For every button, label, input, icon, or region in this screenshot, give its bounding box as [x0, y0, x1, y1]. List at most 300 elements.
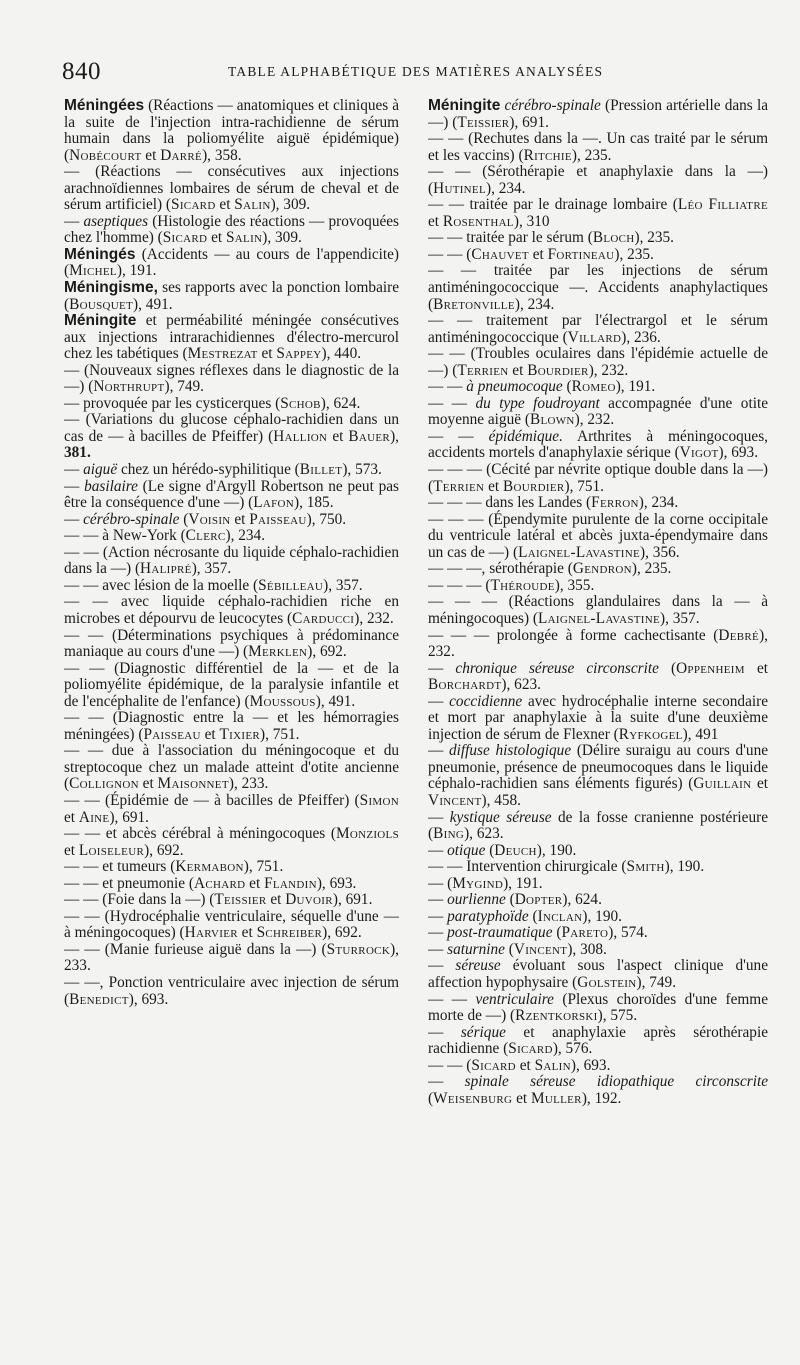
author-name: Halipré	[140, 560, 192, 578]
index-entry	[428, 942, 768, 959]
author-name: Teissier	[457, 113, 510, 131]
index-entry	[428, 810, 768, 843]
entry-text: —	[64, 510, 84, 528]
entry-text: et	[237, 924, 257, 942]
entry-text: ), 692.	[307, 643, 347, 661]
index-entry	[428, 594, 768, 627]
entry-text: ), 692.	[144, 841, 184, 859]
entry-text: et	[484, 477, 503, 495]
entry-text: — — avec lésion de la moelle (	[64, 576, 259, 594]
entry-text: (	[658, 659, 677, 677]
entry-text: aseptiques	[83, 212, 149, 230]
entry-text: — (Nouveaux signes réflexes dans le diagnostic de la —) (	[64, 361, 399, 396]
entry-text: — — avec liquide céphalo-rachidien riche en microbes et dépourvu de leucocytes (	[64, 593, 399, 627]
index-entry	[64, 412, 399, 462]
author-name: Collignon	[69, 775, 139, 793]
entry-text: et	[257, 345, 277, 363]
author-name: Golstein	[577, 973, 637, 991]
index-entry	[428, 1025, 768, 1058]
author-name: Laignel-Lavastine	[518, 543, 641, 561]
entry-text: —	[428, 841, 448, 859]
entry-text: et	[141, 146, 161, 164]
author-name: Guillain	[693, 775, 752, 793]
author-name: Laignel-Lavastine	[538, 609, 661, 627]
author-name: Sicard	[162, 229, 208, 247]
entry-text: (Accidents — au cours de l'appendicite) (	[64, 245, 399, 280]
entry-text: — — traitée par le drainage lombaire (	[428, 196, 678, 214]
entry-text: ), 235.	[614, 245, 654, 263]
author-name: Darré	[160, 146, 203, 164]
index-entry	[428, 230, 768, 247]
index-entry	[64, 892, 399, 909]
entry-text: — — (	[428, 1056, 472, 1074]
index-entry	[428, 462, 768, 495]
index-entry	[64, 710, 399, 743]
entry-text: (Réactions — anatomiques et cliniques à la suite de l'injection intra-rachidienne de sérum humain dans la poliomyélite aiguë épidémique) (	[64, 98, 399, 164]
author-name: Simon	[359, 791, 399, 809]
author-name: Salin	[234, 196, 271, 214]
entry-text: 381.	[64, 444, 91, 462]
author-name: Dopter	[514, 891, 563, 909]
entry-text: ), 357.	[660, 609, 700, 627]
index-entry	[64, 313, 399, 363]
entry-text: ), 192.	[581, 1089, 622, 1107]
entry-text: —	[64, 212, 84, 230]
author-name: Léo Filliatre	[677, 196, 768, 214]
entry-text: ), 624.	[320, 394, 361, 412]
entry-text: et	[215, 196, 235, 214]
entry-text: ), 693.	[570, 1056, 611, 1074]
entry-text: et	[207, 229, 226, 247]
entry-text: — —	[428, 394, 476, 412]
index-entry	[64, 98, 399, 164]
entry-text: ), 751.	[259, 725, 300, 743]
entry-text: — provoquée par les cysticerques (	[64, 394, 281, 412]
author-name: Salin	[226, 229, 263, 247]
entry-text: ), 623.	[464, 825, 504, 843]
entry-text: évoluant sous l'aspect clinique d'une affection hypophysaire (	[428, 957, 768, 991]
index-entry	[428, 661, 768, 694]
entry-text: (	[552, 924, 562, 942]
index-entry	[64, 247, 399, 280]
author-name: Duvoir	[285, 891, 333, 909]
entry-text: et	[327, 427, 349, 445]
entry-text: ), 191.	[503, 874, 543, 892]
index-entry	[64, 743, 399, 793]
entry-text: ), 356.	[640, 543, 680, 561]
entry-text: — —, Ponction ventriculaire avec injection de sérum (	[64, 973, 399, 1008]
running-title: TABLE ALPHABÉTIQUE DES MATIÈRES ANALYSÉES	[228, 64, 604, 79]
entry-text: — (	[428, 874, 453, 892]
entry-text: ), 623.	[501, 676, 541, 694]
entry-text: et	[138, 775, 158, 793]
entry-text: (Délire suraigu au cours d'une pneumonie, présence de pneumocoques dans le liquide céphalo-rachidien sans éléments figurés) (	[428, 742, 768, 793]
entry-text: ), 691.	[509, 113, 549, 131]
entry-text: —	[428, 924, 448, 942]
entry-text: (Plexus choroïdes d'une femme morte de —) (	[428, 990, 768, 1025]
author-name: Théroude	[490, 576, 555, 594]
entry-text: et perméabilité méningée consécutives aux injections intrarachidiennes d'électro-mercurol chez les tabétiques (	[64, 312, 399, 363]
entry-text: — — — (Épendymite purulente de la corne occipitale du ventricule latéral et abcès juxta-épendymaire dans un cas de —) (	[428, 510, 768, 561]
index-entry	[428, 313, 768, 346]
entry-text: (Pression artérielle dans la —) (	[428, 98, 768, 131]
entry-text: ), 576.	[552, 1040, 593, 1058]
entry-text: — — traitée par le sérum (	[428, 229, 593, 247]
index-entry	[428, 263, 768, 313]
entry-text: ), 440.	[321, 345, 362, 363]
entry-text: ), 232.	[354, 609, 394, 627]
author-name: Bourdier	[527, 361, 589, 379]
author-name: Kermabon	[175, 858, 244, 876]
author-name: Sicard	[508, 1040, 553, 1058]
entry-text: — — Intervention chirurgicale (	[428, 858, 627, 876]
author-name: Hutinel	[433, 179, 486, 197]
author-name: Sicard	[471, 1056, 516, 1074]
author-name: Ryfkogel	[618, 725, 683, 743]
entry-text: otique	[447, 841, 486, 859]
entry-text: et	[64, 841, 79, 859]
entry-text: ), 355.	[554, 576, 595, 594]
entry-text: (Le signe d'Argyll Robertson ne peut pas être la conséquence d'une —) (	[64, 477, 399, 512]
author-name: Sébilleau	[258, 576, 324, 594]
entry-text: ), 691.	[109, 808, 149, 826]
entry-headword: Méningées	[64, 98, 145, 114]
index-entry	[64, 876, 399, 893]
page-number: 840	[62, 58, 101, 85]
index-entry	[428, 164, 768, 197]
author-name: Villard	[567, 328, 622, 346]
entry-text: — — (Sérothérapie et anaphylaxie dans la —) (	[428, 163, 768, 197]
entry-text: ), 573.	[342, 461, 382, 479]
author-name: Benedict	[69, 990, 129, 1008]
entry-text: accompagnée d'une otite moyenne aiguë (	[428, 394, 768, 429]
author-name: Pareto	[561, 924, 609, 942]
entry-text: — — due à l'association du méningocoque et du streptocoque chez un malade atteint d'otite ancienne (	[64, 742, 399, 793]
entry-text: chronique séreuse circonscrite	[455, 659, 659, 677]
entry-text: Arthrites à méningocoques, accidents mortels d'anaphylaxie sérique (	[428, 427, 768, 462]
entry-text: — — — dans les Landes (	[428, 494, 592, 512]
entry-text: —	[428, 659, 456, 677]
index-entry	[64, 462, 399, 479]
entry-text: (	[505, 891, 515, 909]
entry-text: basilaire	[84, 477, 138, 495]
author-name: Flandin	[264, 874, 317, 892]
entry-text: (	[504, 940, 514, 958]
author-name: Maisonnet	[157, 775, 229, 793]
author-name: Moussous	[249, 692, 316, 710]
entry-text: — — (Diagnostic différentiel de la — et de la poliomyélite épidémique, de la paralysie infantile et de l'encéphalite de l'enfance) (	[64, 659, 399, 710]
entry-text: ), 692.	[322, 924, 362, 942]
author-name: Muller	[530, 1089, 582, 1107]
entry-text: et	[515, 1056, 535, 1074]
index-entry	[428, 876, 768, 893]
index-entry	[64, 545, 399, 578]
index-entry	[428, 694, 768, 744]
entry-text: —	[428, 891, 448, 909]
entry-text: —	[428, 907, 448, 925]
author-name: Lafon	[253, 494, 294, 512]
author-name: Bourdier	[502, 477, 565, 495]
entry-text: et	[266, 891, 286, 909]
entry-text: — — — (Cécité par névrite optique double dans la —) (	[428, 461, 768, 495]
entry-text: — — (Foie dans la —) (	[64, 891, 215, 909]
author-name: Rzentkorski	[515, 1007, 598, 1025]
index-entry	[64, 661, 399, 711]
entry-text: ), 190.	[582, 907, 622, 925]
entry-text: ), 575.	[597, 1007, 638, 1025]
index-entry	[428, 1074, 768, 1107]
entry-text: —	[64, 477, 85, 495]
entry-text: ourlienne	[447, 891, 506, 909]
entry-text: — — (Manie furieuse aiguë dans la —) (	[64, 940, 327, 958]
entry-text: ), 234.	[485, 179, 526, 197]
entry-text: ),	[390, 427, 399, 445]
index-entry	[428, 396, 768, 429]
entry-text: ), 233.	[228, 775, 269, 793]
index-entry	[64, 942, 399, 975]
author-name: Hallion	[273, 427, 328, 445]
author-name: Schreiber	[256, 924, 323, 942]
index-entry	[428, 197, 768, 230]
author-name: Salin	[534, 1056, 571, 1074]
entry-text: —	[428, 742, 449, 760]
entry-text: ), 310	[513, 212, 550, 230]
entry-text: et	[64, 808, 79, 826]
entry-text: ), 309.	[262, 229, 302, 247]
entry-text: ), 491.	[315, 692, 356, 710]
index-entry	[428, 578, 768, 595]
entry-headword: Méningés	[64, 245, 136, 263]
entry-text: ), 308.	[567, 940, 607, 958]
entry-text: et	[230, 510, 250, 528]
entry-text: — — — prolongée à forme cachectisante (	[428, 626, 719, 644]
entry-headword: Méningite	[64, 312, 137, 330]
entry-text: — — à New-York (	[64, 527, 186, 545]
entry-text: ), 235.	[571, 146, 612, 164]
entry-text: ), 357.	[191, 560, 232, 578]
author-name: Deuch	[494, 841, 537, 859]
author-name: Bretonville	[433, 295, 515, 313]
entry-text: ), 751.	[564, 477, 604, 495]
entry-text: et	[528, 245, 548, 263]
author-name: Clerc	[185, 527, 226, 545]
author-name: Terrien	[433, 477, 485, 495]
index-entry	[428, 247, 768, 264]
index-entry	[428, 958, 768, 991]
author-name: Paisseau	[249, 510, 307, 528]
author-name: Billet	[299, 461, 343, 479]
entry-text: —	[428, 957, 456, 975]
author-name: Blown	[529, 411, 575, 429]
index-entry	[428, 98, 768, 131]
index-entry	[64, 214, 399, 247]
author-name: Schob	[280, 394, 321, 412]
index-entry	[64, 512, 399, 529]
author-name: Fortineau	[547, 245, 615, 263]
entry-text: ), 491	[682, 725, 719, 743]
author-name: Mygind	[452, 874, 504, 892]
entry-text: — — traitement par l'électrargol et le sérum antiméningococcique (	[428, 312, 768, 346]
author-name: Inclan	[537, 907, 583, 925]
entry-text: du type foudroyant	[475, 394, 600, 412]
author-name: Gendron	[572, 560, 632, 578]
index-entry	[64, 975, 399, 1008]
author-name: Oppenheim	[676, 659, 745, 677]
entry-text: ), 693.	[718, 444, 759, 462]
entry-text: post-traumatique	[447, 924, 553, 942]
index-entry	[428, 909, 768, 926]
entry-text: ), 693.	[316, 874, 357, 892]
entry-text: —	[428, 692, 450, 710]
entry-text: cérébro-spinale	[83, 510, 180, 528]
entry-text: — — (	[428, 245, 472, 263]
index-entry	[428, 628, 768, 661]
author-name: Aine	[78, 808, 110, 826]
author-name: Sappey	[276, 345, 322, 363]
entry-text: ventriculaire	[475, 990, 554, 1008]
entry-text: ), 234.	[514, 295, 555, 313]
index-entry	[428, 1058, 768, 1075]
entry-text: — — (Déterminations psychiques à prédominance maniaque au cours d'une —) (	[64, 626, 399, 661]
author-name: Voisin	[188, 510, 231, 528]
index-entry	[64, 280, 399, 313]
author-name: Ferron	[591, 494, 639, 512]
entry-text: et anaphylaxie après sérothérapie rachidienne (	[428, 1023, 768, 1058]
entry-text: ), 236.	[621, 328, 661, 346]
entry-text: — — (Troubles oculaires dans l'épidémie actuelle de —) (	[428, 345, 768, 379]
author-name: Harvier	[184, 924, 238, 942]
index-entry	[64, 793, 399, 826]
entry-text: — — — (Réactions glandulaires dans la — à méningocoques) (	[428, 593, 768, 627]
entry-text: ses rapports avec la ponction lombaire (	[64, 279, 399, 313]
index-entry	[428, 346, 768, 379]
entry-text: — — et abcès cérébral à méningocoques (	[64, 825, 336, 843]
author-name: Bloch	[592, 229, 635, 247]
entry-text: (	[562, 378, 572, 396]
author-name: Bing	[433, 825, 465, 843]
entry-text: et	[512, 1089, 531, 1107]
index-entry	[64, 628, 399, 661]
author-name: Tixier	[219, 725, 260, 743]
entry-text: — (Réactions — consécutives aux injections arachnoïdiennes lombaires de sérum de cheval et de sérum artificiel) (	[64, 163, 399, 214]
entry-text: — — et pneumonie (	[64, 874, 194, 892]
author-name: Bousquet	[69, 295, 134, 313]
entry-text: ), 458.	[481, 791, 521, 809]
entry-text: — — — (	[428, 576, 491, 594]
index-entry	[64, 164, 399, 214]
entry-text: —	[64, 461, 84, 479]
entry-text: (Histologie des réactions — provoquées chez l'homme) (	[64, 212, 399, 247]
entry-text: et	[245, 874, 265, 892]
author-name: Terrien	[457, 361, 509, 379]
entry-text: (	[485, 841, 495, 859]
entry-text: — — (Diagnostic entre la — et les hémorragies méningées) (	[64, 709, 399, 743]
index-entry	[428, 131, 768, 164]
author-name: Merklen	[248, 643, 308, 661]
index-entry	[64, 826, 399, 859]
entry-text: — — (Épidémie de — à bacilles de Pfeiffer) (	[64, 791, 360, 809]
entry-text: — — traitée par les injections de sérum antiméningococcique —. Accidents anaphylactiques (	[428, 262, 768, 313]
entry-text: — — (Rechutes dans la —. Un cas traité par le sérum et les vaccins) (	[428, 130, 768, 164]
entry-headword: Méningisme,	[64, 279, 158, 297]
entry-text: ), 749.	[636, 973, 677, 991]
entry-text: ), 232.	[428, 626, 768, 661]
index-entry	[428, 495, 768, 512]
entry-text: kystique séreuse	[449, 808, 552, 826]
index-entry	[428, 379, 768, 396]
author-name: Vigot	[679, 444, 719, 462]
entry-text: — (Variations du glucose céphalo-rachidien dans un cas de — à bacilles de Pfeiffer) (	[64, 411, 399, 445]
index-entry	[428, 512, 768, 562]
entry-text: ), 309.	[270, 196, 311, 214]
entry-text: et	[744, 659, 768, 677]
entry-text: (	[179, 510, 189, 528]
index-entry	[428, 743, 768, 809]
index-entry	[428, 429, 768, 462]
entry-text: de la fosse cranienne postérieure (	[428, 808, 768, 843]
author-name: Carducci	[292, 609, 355, 627]
entry-text: ), 232.	[588, 361, 629, 379]
index-entry	[428, 992, 768, 1025]
author-name: Romeo	[571, 378, 616, 396]
entry-text: — — (Hydrocéphalie ventriculaire, séquelle d'une — à méningocoques) (	[64, 907, 399, 942]
entry-headword: Méningite	[428, 98, 501, 114]
entry-text: — —	[428, 427, 489, 445]
entry-text: saturnine	[447, 940, 505, 958]
entry-text: —	[428, 940, 448, 958]
entry-text: — — et tumeurs (	[64, 858, 176, 876]
index-entry	[64, 909, 399, 942]
author-name: Smith	[626, 858, 665, 876]
entry-text: ), 191.	[615, 378, 656, 396]
entry-text: épidémique.	[488, 427, 563, 445]
index-entry	[428, 859, 768, 876]
entry-text: ), 624.	[562, 891, 602, 909]
entry-text: à pneumocoque	[466, 378, 563, 396]
entry-text: —	[428, 1023, 461, 1041]
author-name: Debré	[718, 626, 760, 644]
author-name: Nobécourt	[69, 146, 142, 164]
author-name: Sicard	[171, 196, 216, 214]
entry-text: (	[428, 1089, 434, 1107]
entry-text: et	[751, 775, 768, 793]
entry-text: ), 358.	[202, 146, 242, 164]
author-name: Achard	[194, 874, 246, 892]
index-entry	[64, 528, 399, 545]
index-column-right	[428, 98, 768, 1338]
entry-text: (	[528, 907, 538, 925]
index-entry	[428, 843, 768, 860]
entry-text: —	[428, 808, 450, 826]
entry-text: ), 749.	[164, 378, 204, 396]
entry-text: ), 357.	[323, 576, 363, 594]
entry-text: cérébro-spinale	[504, 98, 601, 114]
entry-text: sérique	[460, 1023, 506, 1041]
index-entry	[64, 594, 399, 627]
entry-text: ), 234.	[225, 527, 266, 545]
entry-text: — —	[428, 378, 467, 396]
entry-text: —	[428, 1073, 465, 1091]
author-name: Northrupt	[93, 378, 165, 396]
index-entry	[64, 859, 399, 876]
entry-text: séreuse	[455, 957, 501, 975]
index-entry	[428, 892, 768, 909]
entry-text: ), 235.	[631, 560, 672, 578]
author-name: Bauer	[348, 427, 391, 445]
author-name: Borchardt	[428, 676, 502, 694]
entry-text: ), 751.	[243, 858, 284, 876]
index-entry	[428, 925, 768, 942]
